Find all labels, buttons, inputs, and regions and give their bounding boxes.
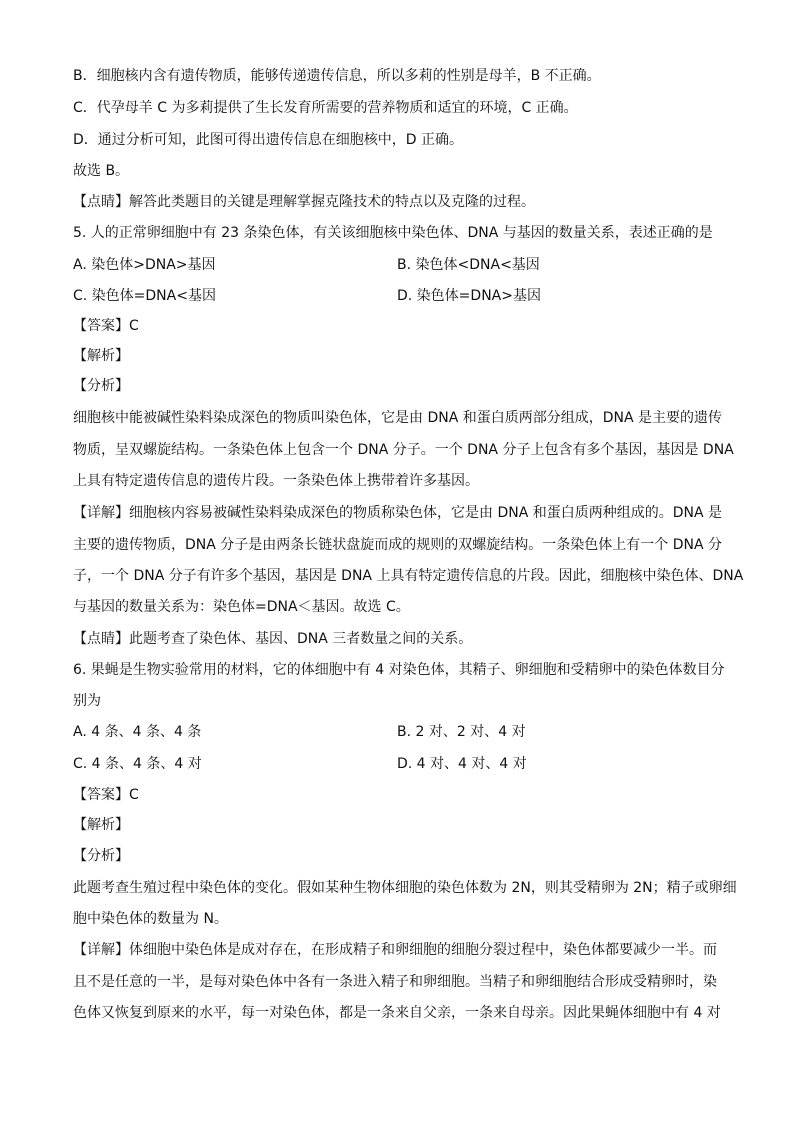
conclusion-text: 故选 B。 <box>73 163 130 179</box>
q6-option-a: A. 4 条、4 条、4 条 <box>73 724 202 740</box>
q6-detail-line-1: 【详解】体细胞中染色体是成对存在，在形成精子和卵细胞的细胞分裂过程中，染色体都要减少一半。而 <box>73 942 717 958</box>
q5-analysis-line-1: 细胞核中能被碱性染料染成深色的物质叫染色体，它是由 DNA 和蛋白质两部分组成，DNA 是主要的遗传 <box>73 410 723 426</box>
q6-option-d: D. 4 对、4 对、4 对 <box>397 756 527 772</box>
q6-option-b: B. 2 对、2 对、4 对 <box>397 724 526 740</box>
q6-analysis-line-1: 此题考查生殖过程中染色体的变化。假如某种生物体细胞的染色体数为 2N，则其受精卵为 2N；精子或卵细 <box>73 880 737 896</box>
q5-fenxi-heading: 【分析】 <box>73 378 129 394</box>
q5-option-a: A. 染色体>DNA>基因 <box>73 257 216 273</box>
explanation-option-d: D．通过分析可知，此图可得出遗传信息在细胞核中，D 正确。 <box>73 132 464 148</box>
q5-dianjing: 【点睛】此题考查了染色体、基因、DNA 三者数量之间的关系。 <box>73 631 473 647</box>
q5-detail-line-2: 主要的遗传物质，DNA 分子是由两条长链状盘旋而成的规则的双螺旋结构。一条染色体上有一个 DNA 分 <box>73 537 723 553</box>
q6-detail-line-2: 且不是任意的一半，是每对染色体中各有一条进入精子和卵细胞。当精子和卵细胞结合形成受精卵时，染 <box>73 974 717 990</box>
q6-answer: 【答案】C <box>73 787 139 803</box>
q6-fenxi-heading: 【分析】 <box>73 848 129 864</box>
q5-option-d: D. 染色体=DNA>基因 <box>397 288 541 304</box>
q6-option-c: C. 4 条、4 条、4 对 <box>73 756 202 772</box>
q6-jiexi-heading: 【解析】 <box>73 817 129 833</box>
question-6-stem-line-2: 别为 <box>73 693 101 709</box>
q6-analysis-line-2: 胞中染色体的数量为 N。 <box>73 911 228 927</box>
q6-detail-line-3: 色体又恢复到原来的水平，每一对染色体，都是一条来自父亲，一条来自母亲。因此果蝇体细胞中有 4 对 <box>73 1005 721 1021</box>
question-5-stem: 5. 人的正常卵细胞中有 23 条染色体，有关该细胞核中染色体、DNA 与基因的数量关系，表述正确的是 <box>73 225 713 241</box>
explanation-option-c: C．代孕母羊 C 为多莉提供了生长发育所需要的营养物质和适宜的环境，C 正确。 <box>73 100 578 116</box>
q5-detail-line-1: 【详解】细胞核内容易被碱性染料染成深色的物质称染色体，它是由 DNA 和蛋白质两种组成的。DNA 是 <box>73 505 723 521</box>
q5-detail-line-3: 子，一个 DNA 分子有许多个基因，基因是 DNA 上具有特定遗传信息的片段。因此，细胞核中染色体、DNA <box>73 568 744 584</box>
q5-option-c: C. 染色体=DNA<基因 <box>73 288 216 304</box>
q5-option-b: B. 染色体<DNA<基因 <box>397 257 540 273</box>
question-6-stem-line-1: 6. 果蝇是生物实验常用的材料，它的体细胞中有 4 对染色体，其精子、卵细胞和受精卵中的染色体数目分 <box>73 662 725 678</box>
q5-analysis-line-2: 物质，呈双螺旋结构。一条染色体上包含一个 DNA 分子。一个 DNA 分子上包含有多个基因，基因是 DNA <box>73 442 734 458</box>
q5-jiexi-heading: 【解析】 <box>73 348 129 364</box>
q5-answer: 【答案】C <box>73 318 139 334</box>
q5-detail-line-4: 与基因的数量关系为：染色体=DNA＜基因。故选 C。 <box>73 599 410 615</box>
explanation-option-b: B．细胞核内含有遗传物质，能够传递遗传信息，所以多莉的性别是母羊，B 不正确。 <box>73 68 601 84</box>
q5-analysis-line-3: 上具有特定遗传信息的遗传片段。一条染色体上携带着许多基因。 <box>73 473 479 489</box>
dianjing-note: 【点睛】解答此类题目的关键是理解掌握克隆技术的特点以及克隆的过程。 <box>73 194 535 210</box>
